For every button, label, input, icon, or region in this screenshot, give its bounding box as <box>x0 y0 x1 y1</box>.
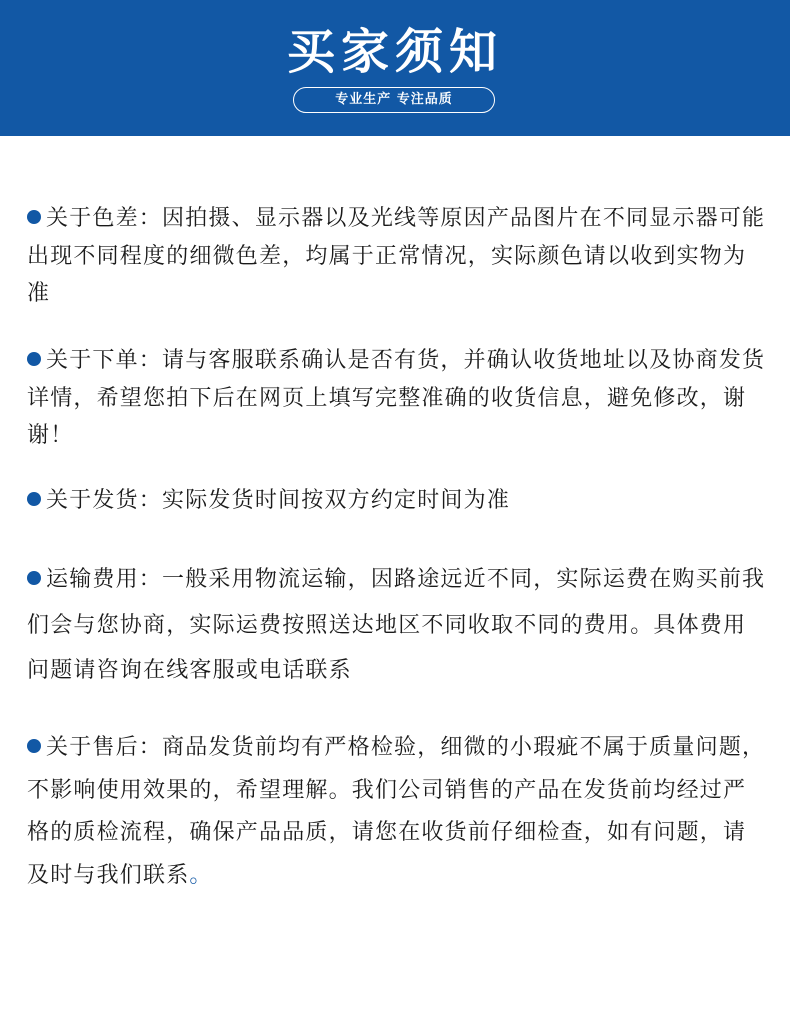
end-mark: 。 <box>189 862 213 888</box>
bullet-dot-icon <box>27 210 41 224</box>
notice-ordering <box>27 342 767 455</box>
notice-body: 请与客服联系确认是否有货，并确认收货地址以及协商发货详情，希望您拍下后在网页上填写完整准确的收货信息，避免修改，谢谢！ <box>27 348 766 448</box>
notice-heading: 运输费用： <box>46 567 163 592</box>
notice-heading: 关于下单： <box>46 348 163 373</box>
bullet-dot-icon <box>27 739 41 753</box>
notice-heading: 关于售后： <box>46 735 163 760</box>
notice-body: 一般采用物流运输，因路途远近不同，实际运费在购买前我们会与您协商，实际运费按照送达地区不同收取不同的费用。具体费用问题请咨询在线客服或电话联系 <box>27 567 766 683</box>
notice-body: 因拍摄、显示器以及光线等原因产品图片在不同显示器可能出现不同程度的细微色差，均属于正常情况，实际颜色请以收到实物为准 <box>27 206 766 306</box>
notice-after-sales <box>27 727 767 897</box>
notice-freight-cost <box>27 557 767 694</box>
notice-body: 商品发货前均有严格检验，细微的小瑕疵不属于质量问题，不影响使用效果的，希望理解。我们公司销售的产品在发货前均经过严格的质检流程，确保产品品质，请您在收货前仔细检查，如有问题，请及时与我们联系 <box>27 735 766 888</box>
notice-heading: 关于色差： <box>46 206 163 231</box>
bullet-dot-icon <box>27 571 41 585</box>
notice-shipping <box>27 482 767 520</box>
subtitle-badge: 专业生产 专注品质 <box>293 87 495 113</box>
bullet-dot-icon <box>27 492 41 506</box>
notice-body: 实际发货时间按双方约定时间为准 <box>162 488 511 513</box>
header-banner <box>0 0 790 136</box>
page-title: 买家须知 <box>286 24 503 80</box>
bullet-dot-icon <box>27 352 41 366</box>
notice-colour-difference <box>27 200 767 313</box>
notice-heading: 关于发货： <box>46 488 163 513</box>
